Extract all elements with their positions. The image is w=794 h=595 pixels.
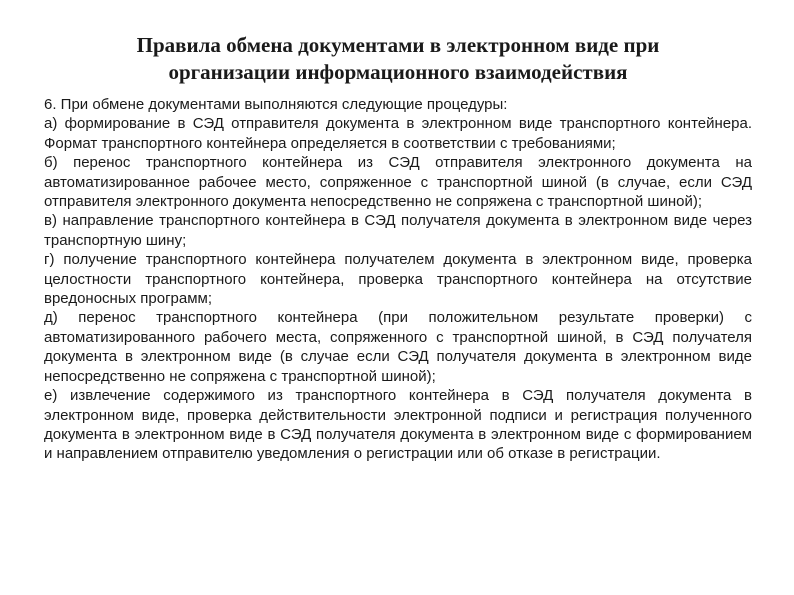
slide-title-line-2: организации информационного взаимодействия [168,60,628,84]
procedure-item-a: а) формирование в СЭД отправителя документа в электронном виде транспортного контейнера. Формат транспортного контейнера определяется в соответствии с требованиями; [44,115,752,152]
procedure-item-g: г) получение транспортного контейнера получателем документа в электронном виде, проверка целостности транспортного контейнера, проверка транспортного контейнера на отсутствие вредоносных программ; [44,251,752,308]
intro-paragraph: 6. При обмене документами выполняются следующие процедуры: [44,96,508,113]
slide-title-line-1: Правила обмена документами в электронном виде при [136,33,660,57]
procedure-item-v: в) направление транспортного контейнера в СЭД получателя документа в электронном виде через транспортную шину; [44,212,752,249]
slide-title [44,32,752,86]
procedure-item-b: б) перенос транспортного контейнера из СЭД отправителя электронного документа на автоматизированное рабочее место, сопряженное с транспортной шиной (в случае, если СЭД отправителя электронного документа непосредственно не сопряжена с транспортной шиной); [44,154,752,211]
procedure-item-e: е) извлечение содержимого из транспортного контейнера в СЭД получателя документа в электронном виде, проверка действительности электронной подписи и регистрация полученного документа в электронном виде в СЭД получателя документа в электронном виде с формированием и направлением отправителю уведомления о регистрации или об отказе в регистрации. [44,387,752,463]
slide-body [44,95,752,464]
procedure-item-d: д) перенос транспортного контейнера (при положительном результате проверки) с автоматизированного рабочего места, сопряженного с транспортной шиной, в СЭД получателя документа в электронном виде (в случае если СЭД получателя документа в электронном виде непосредственно не сопряжена с транспортной шиной); [44,309,752,385]
